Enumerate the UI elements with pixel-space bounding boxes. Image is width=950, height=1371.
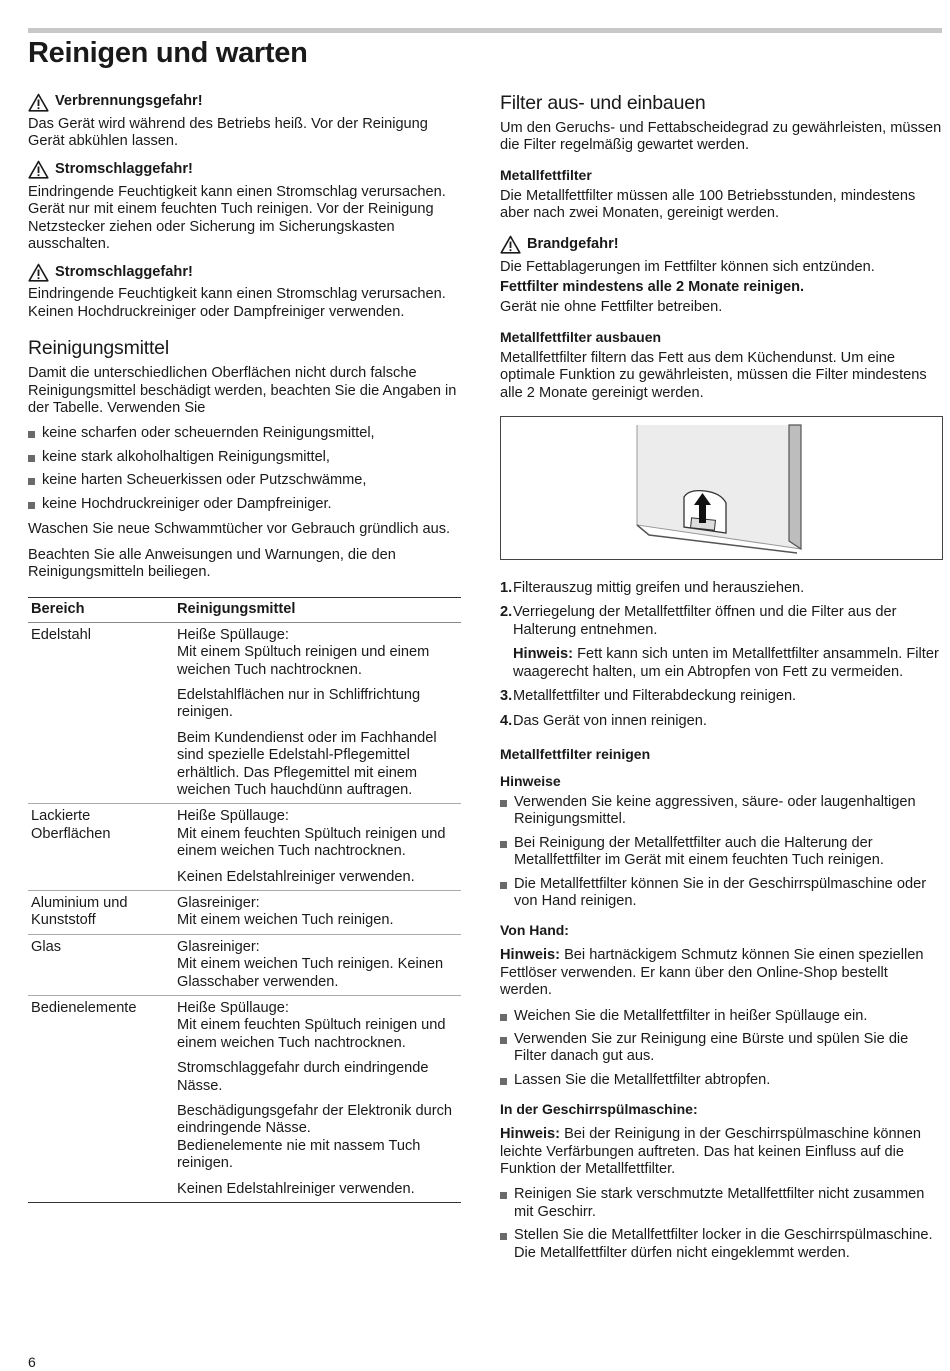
bullet-square-icon [28,478,35,485]
agent-line: Keinen Edelstahlreiniger verwenden. [177,1180,415,1197]
bullet-square-icon [500,1078,507,1085]
agent-line: Edelstahlflächen nur in Schliffrichtung reinigen. [177,686,421,721]
warning-text: Eindringende Feuchtigkeit kann einen Stromschlag verursachen. Keinen Hochdruckreiniger oder Dampfreiniger verwenden. [28,286,446,320]
right-column [500,92,942,1270]
hand-hint: Hinweis: Bei hartnäckigem Schmutz können Sie einen speziellen Fettlöser verwenden. Er kann über den Online-Shop bestellt werden. [500,947,924,999]
filter-intro: Um den Geruchs- und Fettabscheidegrad zu gewährleisten, müssen die Filter regelmäßig gewartet werden. [500,120,942,154]
fire-warning-block [500,235,942,317]
agent-paragraph [177,895,458,930]
cell-agent [174,804,461,891]
removal-steps-continued [500,688,942,730]
subheading-metal-filter: Metallfettfilter [500,166,592,183]
agent-line: Beschädigungsgefahr der Elektronik durch eindringende Nässe. [177,1103,453,1137]
cell-agent [174,934,461,995]
agent-line: Mit einem weichen Tuch reinigen. [177,912,394,929]
agent-paragraph [177,808,458,860]
fire-text: Gerät nie ohne Fettfilter betreiben. [500,299,723,316]
table-row [28,996,461,1203]
warning-heading: Brandgefahr! [527,235,619,252]
cell-area: Glas [28,934,174,995]
agent-line: Mit einem Spültuch reinigen und einem weichen Tuch nachtrocknen. [177,644,430,678]
list-item: Stellen Sie die Metallfettfilter locker in die Geschirrspülmaschine. Die Metallfettfilter dürfen nicht eingeklemmt werden. [500,1227,942,1262]
dishwasher-list [500,1186,942,1262]
list-item: Verwenden Sie zur Reinigung eine Bürste und spülen Sie die Filter danach gut aus. [500,1031,942,1066]
warning-triangle-icon [28,263,49,282]
bullet-square-icon [500,800,507,807]
removal-steps [500,580,942,639]
fire-text-bold: Fettfilter mindestens alle 2 Monate reinigen. [500,279,805,296]
warning-block [28,160,464,254]
agent-line: Heiße Spüllauge: [177,626,289,643]
agent-line: Heiße Spüllauge: [177,808,289,825]
agent-paragraph [177,627,458,679]
list-item: keine scharfen oder scheuernden Reinigungsmittel, [28,425,464,442]
cell-agent [174,891,461,935]
filter-drawing [501,417,942,559]
bullet-square-icon [28,502,35,509]
step-item: 4. Das Gerät von innen reinigen. [500,712,707,729]
bullet-square-icon [500,882,507,889]
warning-heading: Stromschlaggefahr! [55,161,193,178]
agent-paragraph [177,687,458,722]
fire-text: Die Fettablagerungen im Fettfilter können sich entzünden. [500,258,875,275]
list-item: Weichen Sie die Metallfettfilter in heißer Spüllauge ein. [500,1008,942,1025]
cell-area: Lackierte Oberflächen [28,804,174,891]
step-item: 2. Verriegelung der Metallfettfilter öffnen und die Filter aus der Halterung entnehmen. [500,604,897,638]
warning-text: Das Gerät wird während des Betriebs heiß. Vor der Reinigung Gerät abkühlen lassen. [28,116,428,150]
cell-agent [174,622,461,804]
agent-line: Beim Kundendienst oder im Fachhandel sind spezielle Edelstahl-Pflegemittel erhältlich. Das Pflegemittel mit einem weichen Tuch hauchdünn auftragen. [177,729,437,798]
section-heading-cleaning-agents: Reinigungsmittel [28,337,169,360]
subheading-dishwasher: In der Geschirrspülmaschine: [500,1101,698,1118]
page-title: Reinigen und warten [28,37,308,69]
subheading-clean-filter: Metallfettfilter reinigen [500,745,651,762]
agent-line: Mit einem feuchten Spültuch reinigen und einem weichen Tuch nachtrocknen. [177,825,446,860]
bullet-square-icon [500,1192,507,1199]
warning-triangle-icon [500,235,521,254]
list-item: Reinigen Sie stark verschmutzte Metallfettfilter nicht zusammen mit Geschirr. [500,1186,942,1221]
agent-paragraph [177,1103,458,1173]
list-item: Verwenden Sie keine aggressiven, säure- oder laugenhaltigen Reinigungsmittel. [500,794,942,829]
agent-paragraph [177,1000,458,1052]
list-item: keine Hochdruckreiniger oder Dampfreiniger. [28,496,464,513]
agent-paragraph [177,1060,458,1095]
cleaning-intro: Damit die unterschiedlichen Oberflächen nicht durch falsche Reinigungsmittel beschädigt werden, beachten Sie die Angaben in der Tabelle. Verwenden Sie [28,365,457,417]
cell-area: Bedienelemente [28,996,174,1203]
list-item: Die Metallfettfilter können Sie in der Geschirrspülmaschine oder von Hand reinigen. [500,876,942,911]
cell-area: Edelstahl [28,622,174,804]
table-body [28,622,461,1202]
instructions-note: Beachten Sie alle Anweisungen und Warnungen, die den Reinigungsmitteln beiliegen. [28,546,396,580]
warning-block [28,262,464,321]
bullet-square-icon [500,1037,507,1044]
cell-area: Aluminium und Kunststoff [28,891,174,935]
subheading-remove-filter: Metallfettfilter ausbauen [500,328,662,345]
warning-text: Eindringende Feuchtigkeit kann einen Stromschlag verursachen. Gerät nur mit einem feuchten Tuch reinigen. Vor der Reinigung Netzstecker ziehen oder Sicherung im Sicherungskasten ausschalten. [28,183,446,253]
bullet-square-icon [500,1233,507,1240]
column-header-agent: Reinigungsmittel [174,598,461,622]
section-heading-filter: Filter aus- und einbauen [500,92,706,114]
column-header-area: Bereich [28,598,174,622]
table-row [28,934,461,995]
bullet-square-icon [28,431,35,438]
list-item: keine stark alkoholhaltigen Reinigungsmittel, [28,449,464,466]
table-row [28,891,461,935]
cleaning-bullet-list [28,425,464,513]
agent-line: Mit einem weichen Tuch reinigen. Keinen Glasschaber verwenden. [177,956,444,990]
agent-line: Bedienelemente nie mit nassem Tuch reinigen. [177,1137,421,1172]
agent-paragraph [177,869,458,886]
step-item: 3. Metallfettfilter und Filterabdeckung reinigen. [500,688,797,705]
subheading-hints: Hinweise [500,772,561,789]
step-hint: Hinweis: Fett kann sich unten im Metallfettfilter ansammeln. Filter waagerecht halten, um ein Abtropfen von Fett zu vermeiden. [513,646,939,680]
agent-line: Mit einem feuchten Spültuch reinigen und einem weichen Tuch nachtrocknen. [177,1017,446,1051]
agent-line: Heiße Spüllauge: [177,1000,289,1017]
page-number: 6 [28,1354,36,1370]
list-item: Bei Reinigung der Metallfettfilter auch die Halterung der Metallfettfilter im Gerät mit einem feuchten Tuch reinigen. [500,835,942,870]
warning-heading: Verbrennungsgefahr! [55,93,203,110]
metal-filter-text: Die Metallfettfilter müssen alle 100 Betriebsstunden, mindestens aber nach zwei Monaten, gereinigt werden. [500,187,916,222]
agent-line: Stromschlaggefahr durch eindringende Nässe. [177,1060,429,1094]
hand-list [500,1008,942,1090]
step-item: 1. Filterauszug mittig greifen und herausziehen. [500,580,805,597]
list-item: Lassen Sie die Metallfettfilter abtropfen. [500,1072,942,1089]
warning-triangle-icon [28,93,49,112]
agent-line: Keinen Edelstahlreiniger verwenden. [177,868,415,885]
bullet-square-icon [28,455,35,462]
wash-note: Waschen Sie neue Schwammtücher vor Gebrauch gründlich aus. [28,521,451,538]
bullet-square-icon [500,1014,507,1021]
hints-list [500,794,942,910]
table-header-row [28,598,461,622]
agent-paragraph [177,1181,458,1198]
table-row [28,622,461,804]
top-rule [28,28,942,33]
remove-filter-text: Metallfettfilter filtern das Fett aus dem Küchendunst. Um eine optimale Funktion zu gewährleisten, müssen die Filter mindestens alle 2 Monate gereinigt werden. [500,349,927,401]
warning-heading: Stromschlaggefahr! [55,263,193,280]
warning-block [28,92,464,151]
agent-paragraph [177,939,458,991]
agent-paragraph [177,730,458,800]
table-row [28,804,461,891]
bullet-square-icon [500,841,507,848]
list-item: keine harten Scheuerkissen oder Putzschwämme, [28,472,464,489]
dishwasher-hint: Hinweis: Bei der Reinigung in der Geschirrspülmaschine können leichte Verfärbungen auftreten. Das hat keinen Einfluss auf die Funktion der Metallfettfilter. [500,1126,922,1177]
cell-agent [174,996,461,1203]
subheading-by-hand: Von Hand: [500,922,569,939]
warning-triangle-icon [28,160,49,179]
left-column [28,92,464,1203]
filter-removal-illustration [500,416,943,560]
agent-line: Glasreiniger: [177,895,260,911]
cleaning-table [28,597,461,1203]
agent-line: Glasreiniger: [177,938,260,955]
